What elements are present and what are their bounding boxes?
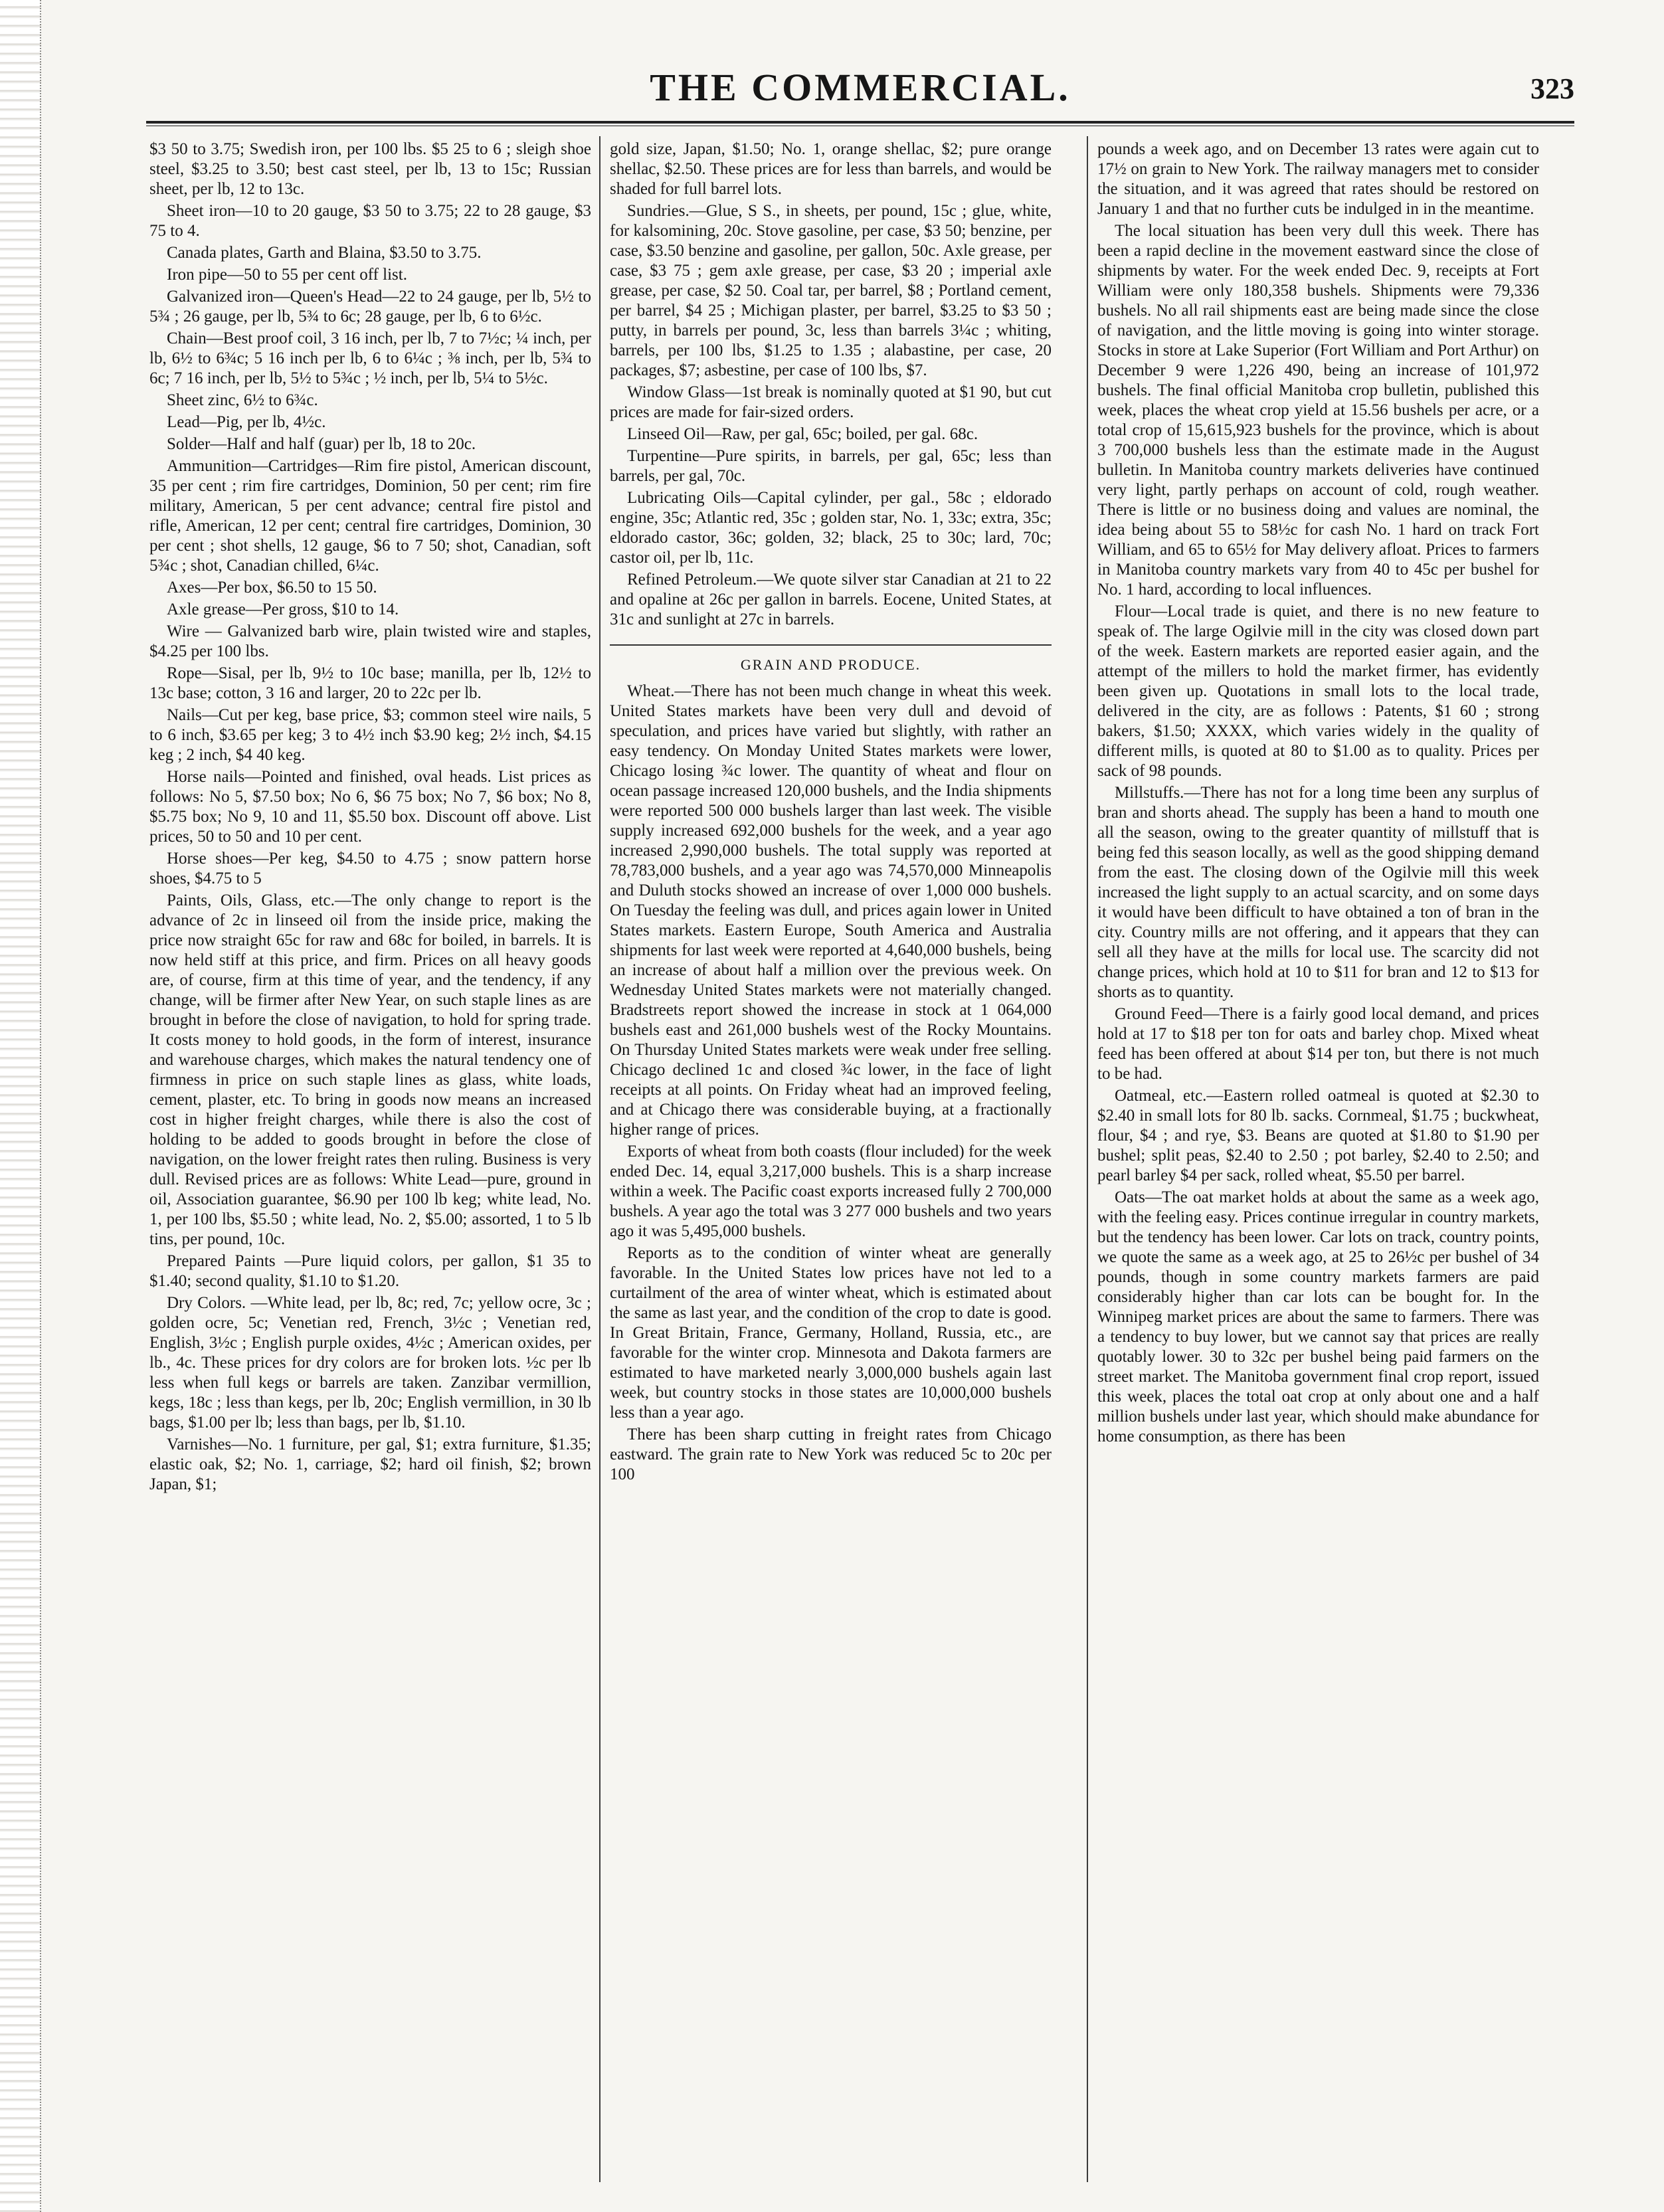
paragraph: Reports as to the condition of winter wheat are generally favorable. In the United States low prices have not led to a curtailment of the area of winter wheat, which is estimated about the same as last year, and the condition of the crop to date is good. In Great Britain, France, Germany, Holland, Russia, etc., are favorable for the winter crop. Minnesota and Dakota farmers are estimated to have marketed nearly 3,000,000 bushels again last week, but country stocks in those states are 10,000,000 bushels less than a year ago. <box>610 1244 1052 1422</box>
paragraph: Rope—Sisal, per lb, 9½ to 10c base; manilla, per lb, 12½ to 13c base; cotton, 3 16 and larger, 20 to 22c per lb. <box>149 664 591 702</box>
paragraph: Lead—Pig, per lb, 4½c. <box>167 413 326 431</box>
column-3 <box>1097 139 1539 2179</box>
column-divider <box>1087 136 1088 2182</box>
paragraph: pounds a week ago, and on December 13 rates were again cut to 17½ on grain to New York. The railway managers met to consider the situation, and it was agreed that rates should be restored on January 1 and that no further cuts be indulged in in the meantime. <box>1097 140 1539 218</box>
header-rule <box>146 121 1574 124</box>
paragraph: Nails—Cut per keg, base price, $3; common steel wire nails, 5 to 6 inch, $3.65 per keg; 3 to 4½ inch $3.90 keg; 2½ inch, $4.15 keg ; 2 inch, $4 40 keg. <box>149 706 591 764</box>
paragraph: $3 50 to 3.75; Swedish iron, per 100 lbs. $5 25 to 6 ; sleigh shoe steel, $3.25 to 3.50; best cast steel, per lb, 13 to 15c; Russian sheet, per lb, 12 to 13c. <box>149 140 591 198</box>
paragraph: Paints, Oils, Glass, etc.—The only change to report is the advance of 2c in linseed oil from the inside price, making the price now straight 65c for raw and 68c for boiled, in barrels. It is now held stiff at this price, and firm. Prices on all heavy goods are, of course, firm at this time of year, and the tendency, if any change, will be firmer after New Year, on such staple lines as are brought in before the close of navigation, to hold for spring trade. It costs money to hold goods, in the form of interest, insurance and warehouse charges, which makes the natural tendency one of firmness in price on such staple lines as glass, white loads, cement, plaster, etc. To bring in goods now means an increased cost in higher freight charges, while there is also the cost of holding to be added to goods brought in before the close of navigation, on the lower freight rates then ruling. Business is very dull. Revised prices are as follows: White Lead—pure, ground in oil, Association guarantee, $6.90 per 100 lb keg; white lead, No. 1, per 100 lbs, $5.50 ; white lead, No. 2, $5.00; assorted, 1 to 5 lb tins, per pound, 10c. <box>149 891 591 1248</box>
paragraph: The local situation has been very dull this week. There has been a rapid decline in the movement eastward since the close of shipments by water. For the week ended Dec. 9, receipts at Fort William were only 180,358 bushels. Shipments were 79,336 bushels. No all rail shipments east are being made since the close of navigation, and the little moving is going into winter storage. Stocks in store at Lake Superior (Fort William and Port Arthur) on December 9 were 1,226 490, being an increase of 101,972 bushels. The final official Manitoba crop bulletin, published this week, places the wheat crop yield at 15.56 bushels per acre, or a total crop of 15,615,923 bushels for the province, which is about 3 700,000 bushels less than the estimate made in the August bulletin. In Manitoba country markets deliveries have continued very light, partly perhaps on account of cold, rough weather. There is little or no business doing and values are nominal, the idea being about 55 to 58½c for cash No. 1 hard on track Fort William, and 65 to 65½ for May delivery afloat. Prices to farmers in Manitoba country markets vary from 40 to 45c per bushel for No. 1 hard, according to local influences. <box>1097 222 1539 599</box>
paragraph: Sundries.—Glue, S S., in sheets, per pound, 15c ; glue, white, for kalsomining, 20c. Stove gasoline, per case, $3 50; benzine, per case, $3.50 benzine and gasoline, per gallon, 50c. Axle grease, per case, $3 75 ; gem axle grease, per case, $3 20 ; imperial axle grease, per case, $2 50. Coal tar, per barrel, $8 ; Portland cement, per barrel, $4 25 ; Michigan plaster, per barrel, $3.25 to $3 50 ; putty, in barrels per pound, 3c, less than barrels 3¼c ; whiting, barrels, per 100 lbs, $1.25 to 1.35 ; alabastine, per case, 20 packages, $7; asbestine, per case of 100 lbs, $7. <box>610 202 1052 379</box>
paragraph: Linseed Oil—Raw, per gal, 65c; boiled, per gal. 68c. <box>627 425 978 443</box>
page-number: 323 <box>1530 72 1574 105</box>
paragraph: Turpentine—Pure spirits, in barrels, per gal, 65c; less than barrels, per gal, 70c. <box>610 447 1052 485</box>
paragraph: Window Glass—1st break is nominally quoted at $1 90, but cut prices are made for fair-sized orders. <box>610 383 1052 421</box>
paragraph: Lubricating Oils—Capital cylinder, per gal., 58c ; eldorado engine, 35c; Atlantic red, 35c ; golden star, No. 1, 33c; extra, 35c; eldorado castor, 36c; golden, 32; black, 25 to 30c; lard, 70c; castor oil, per lb, 11c. <box>610 489 1052 567</box>
paragraph: Horse nails—Pointed and finished, oval heads. List prices as follows: No 5, $7.50 box; No 6, $6 75 box; No 7, $6 box; No 8, $5.75 box; No 9, 10 and 11, $5.50 box. Discount off above. List prices, 50 to 50 and 10 per cent. <box>149 768 591 846</box>
paragraph: Canada plates, Garth and Blaina, $3.50 to 3.75. <box>167 244 482 262</box>
paragraph: Axes—Per box, $6.50 to 15 50. <box>167 579 377 597</box>
column-divider <box>599 136 601 2182</box>
page-header <box>146 65 1574 118</box>
paragraph: There has been sharp cutting in freight rates from Chicago eastward. The grain rate to New York was reduced 5c to 20c per 100 <box>610 1426 1052 1483</box>
paragraph: Prepared Paints —Pure liquid colors, per gallon, $1 35 to $1.40; second quality, $1.10 to $1.20. <box>149 1252 591 1290</box>
paragraph: Sheet iron—10 to 20 gauge, $3 50 to 3.75; 22 to 28 gauge, $3 75 to 4. <box>149 202 591 240</box>
paragraph: Axle grease—Per gross, $10 to 14. <box>167 600 399 618</box>
paragraph: Ammunition—Cartridges—Rim fire pistol, American discount, 35 per cent ; rim fire cartridges, Dominion, 50 per cent; rim fire military, American, 5 per cent advance; central fire pistol and rifle, American, 12 per cent; central fire cartridges, Dominion, 30 per cent ; shot shells, 12 gauge, $6 to 7 50; shot, Canadian, soft 5¾c ; shot, Canadian chilled, 6¼c. <box>149 457 591 575</box>
column-2 <box>610 139 1052 2179</box>
paragraph: Wheat.—There has not been much change in wheat this week. United States markets have been very dull and devoid of speculation, and prices have varied but slightly, with rather an easy tendency. On Monday United States markets were lower, Chicago losing ¾c lower. The quantity of wheat and flour on ocean passage increased 120,000 bushels, and the India shipments were reported 500 000 bushels larger than last week. The visible supply increased 692,000 bushels for the week, and a year ago increased 2,990,000 bushels. The total supply was reported at 78,783,000 bushels, and a year ago was 74,570,000 Minneapolis and Duluth stocks showed an increase of over 1,000 000 bushels. On Tuesday the feeling was dull, and prices again lower in United States markets. Eastern Europe, South America and Australia shipments for last week were reported at 4,640,000 bushels, being an increase of about half a million over the previous week. On Wednesday United States markets were not materially changed. Bradstreets report showed the increase in stock at 1 064,000 bushels east and 261,000 bushels west of the Rocky Mountains. On Thursday United States markets were weak under free selling. Chicago declined 1c and closed ¾c lower, in the face of light receipts at all points. On Friday wheat had an improved feeling, and at Chicago there was considerable buying, at a fractionally higher range of prices. <box>610 682 1052 1139</box>
paragraph: Millstuffs.—There has not for a long time been any surplus of bran and shorts ahead. The supply has been a hand to mouth one all the season, owing to the greater quantity of millstuff that is being fed this season locally, as well as the good shipping demand from the east. The closing down of the Ogilvie mill this week increased the light supply to an actual scarcity, and on some days it would have been difficult to have obtained a ton of bran in the city. Country mills are not offering, and it appears that they can sell all they have at the mills for local use. The scarcity did not change prices, which hold at 10 to $11 for bran and 12 to $13 for shorts as to quantity. <box>1097 784 1539 1001</box>
paragraph: Exports of wheat from both coasts (flour included) for the week ended Dec. 14, equal 3,217,000 bushels. This is a sharp increase within a week. The Pacific coast exports increased fully 2 700,000 bushels. A year ago the total was 3 277 000 bushels and two years ago it was 5,495,000 bushels. <box>610 1143 1052 1240</box>
paragraph: Galvanized iron—Queen's Head—22 to 24 gauge, per lb, 5½ to 5¾ ; 26 gauge, per lb, 5¾ to 6c; 28 gauge, per lb, 6 to 6½c. <box>149 288 591 325</box>
masthead-title: THE COMMERCIAL. <box>650 66 1071 109</box>
paragraph: Horse shoes—Per keg, $4.50 to 4.75 ; snow pattern horse shoes, $4.75 to 5 <box>149 850 591 887</box>
page-binding-edge <box>0 0 41 2212</box>
paragraph: Refined Petroleum.—We quote silver star Canadian at 21 to 22 and opaline at 26c per gallon in barrels. Eocene, United States, at 31c and sunlight at 27c in barrels. <box>610 571 1052 628</box>
paragraph: Ground Feed—There is a fairly good local demand, and prices hold at 17 to $18 per ton for oats and barley chop. Mixed wheat feed has been offered at about $14 per ton, but there is not much to be had. <box>1097 1005 1539 1083</box>
paragraph: Chain—Best proof coil, 3 16 inch, per lb, 7 to 7½c; ¼ inch, per lb, 6½ to 6¾c; 5 16 inch per lb, 6 to 6¼c ; ⅜ inch, per lb, 5¾ to 6c; 7 16 inch, per lb, 5½ to 5¾c ; ½ inch, per lb, 5¼ to 5½c. <box>149 329 591 387</box>
paragraph: Solder—Half and half (guar) per lb, 18 to 20c. <box>167 435 476 453</box>
column-1 <box>149 139 591 2179</box>
paragraph: Wire — Galvanized barb wire, plain twisted wire and staples, $4.25 per 100 lbs. <box>149 622 591 660</box>
paragraph: Varnishes—No. 1 furniture, per gal, $1; extra furniture, $1.35; elastic oak, $2; No. 1, carriage, $2; hard oil finish, $2; brown Japan, $1; <box>149 1435 591 1493</box>
paragraph: Dry Colors. —White lead, per lb, 8c; red, 7c; yellow ocre, 3c ; golden ocre, 5c; Venetian red, French, 3½c ; Venetian red, English, 3½c ; English purple oxides, 4½c ; American oxides, per lb., 4c. These prices for dry colors are for broken lots. ½c per lb less when full kegs or barrels are taken. Zanzibar vermillion, kegs, 18c ; less than kegs, per lb, 20c; English vermillion, in 30 lb bags, $1.00 per lb; less than bags, per lb, $1.10. <box>149 1294 591 1431</box>
section-heading: GRAIN AND PRODUCE. <box>610 644 1052 675</box>
paragraph: Flour—Local trade is quiet, and there is no new feature to speak of. The large Ogilvie mill in the city was closed down part of the week. Eastern markets are reported easier again, and the attempt of the millers to hold the market firmer, has evidently been given up. Quotations in small lots to the local trade, delivered in the city, are as follows : Patents, $1 60 ; strong bakers, $1.50; XXXX, which varies widely in the quality of different mills, is quoted at 80 to $1.00 as to quality. Prices per sack of 98 pounds. <box>1097 602 1539 780</box>
paragraph: Oatmeal, etc.—Eastern rolled oatmeal is quoted at $2.30 to $2.40 in small lots for 80 lb. sacks. Cornmeal, $1.75 ; buckwheat, flour, $4 ; and rye, $3. Beans are quoted at $1.80 to $1.90 per bushel; split peas, $2.40 to 2.50 ; pot barley, $2.40 to 2.50; and pearl barley $4 per sack, rolled wheat, $5.50 per barrel. <box>1097 1087 1539 1184</box>
paragraph: gold size, Japan, $1.50; No. 1, orange shellac, $2; pure orange shellac, $2.50. These prices are for less than barrels, and would be shaded for full barrel lots. <box>610 140 1052 198</box>
paragraph: Oats—The oat market holds at about the same as a week ago, with the feeling easy. Prices continue irregular in country markets, but the tendency has been lower. Car lots on track, country points, we quote the same as a week ago, at 25 to 26½c per bushel of 34 pounds, though in some country markets farmers are paid considerably higher than car lots can be bought for. In the Winnipeg market prices are about the same to farmers. There was a tendency to buy lower, but we cannot say that prices are really quotably lower. 30 to 32c per bushel being paid farmers on the street market. The Manitoba government final crop report, issued this week, places the total oat crop at only about one and a half million bushels under last year, which should make abundance for home consumption, as there has been <box>1097 1188 1539 1445</box>
paragraph: Sheet zinc, 6½ to 6¾c. <box>167 391 318 409</box>
paragraph: Iron pipe—50 to 55 per cent off list. <box>167 266 407 284</box>
